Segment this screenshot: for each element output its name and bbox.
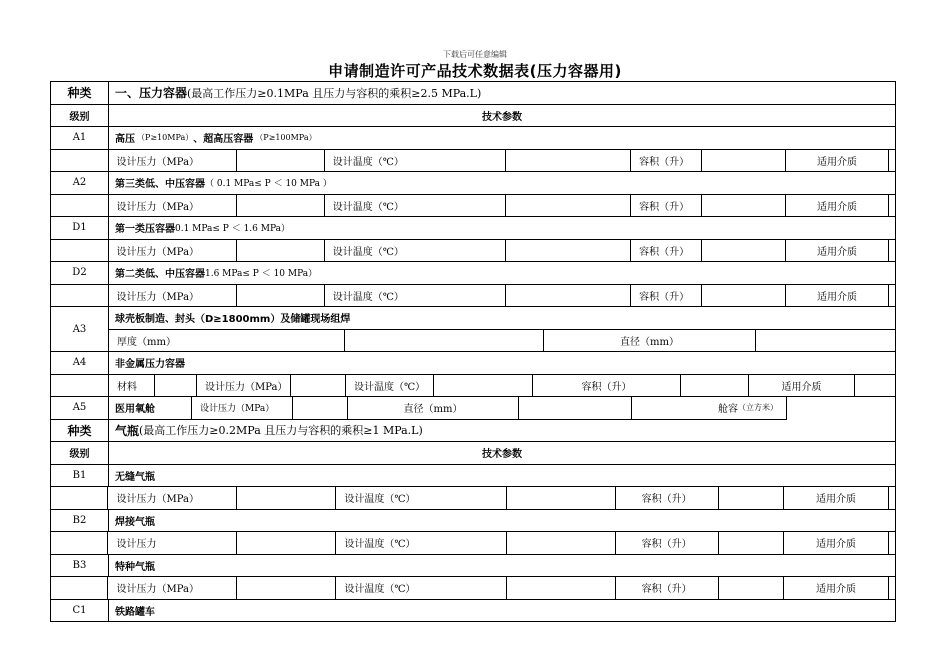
kind-note: (最高工作压力≥0.1MPa 且压力与容积的乘积≥2.5 MPa.L) xyxy=(187,86,482,100)
design-pressure-label: 设计压力（MPa） xyxy=(197,375,291,398)
d1-row xyxy=(51,217,896,240)
design-pressure-value[interactable] xyxy=(237,487,336,510)
medium-value[interactable] xyxy=(889,150,896,173)
section2-level-row xyxy=(51,442,896,465)
material-value[interactable] xyxy=(155,375,197,398)
design-pressure-value[interactable] xyxy=(237,285,324,308)
volume-value[interactable] xyxy=(719,532,784,555)
tech-data-table xyxy=(50,81,896,622)
medium-label: 适用介质 xyxy=(784,532,889,555)
blank-cell xyxy=(51,487,108,510)
volume-value[interactable] xyxy=(719,577,784,600)
design-pressure-value[interactable] xyxy=(237,532,336,555)
d1-name: 第一类压容器 xyxy=(115,224,175,236)
volume-value[interactable] xyxy=(702,195,786,218)
a3-right xyxy=(109,307,896,352)
medium-label: 适用介质 xyxy=(786,240,889,263)
level-title xyxy=(109,217,896,240)
blank-cell xyxy=(51,375,109,398)
design-temp-value[interactable] xyxy=(506,285,631,308)
design-temp-value[interactable] xyxy=(507,532,616,555)
a4-params-row xyxy=(51,375,896,398)
design-pressure-label: 设计压力（MPa） xyxy=(109,150,238,173)
a2-name: 第三类低、中压容器 xyxy=(115,179,205,191)
design-pressure-label: 设计压力（MPa） xyxy=(192,397,293,420)
a4-row xyxy=(51,352,896,375)
blank-cell xyxy=(51,240,109,263)
material-label: 材料 xyxy=(109,375,155,398)
design-pressure-value[interactable] xyxy=(237,195,324,218)
cabin-volume-text: 舱容 xyxy=(718,404,738,416)
volume-value[interactable] xyxy=(702,240,786,263)
level-title xyxy=(109,262,896,285)
d1-params-row xyxy=(51,240,896,263)
download-note: 下载后可任意编辑 xyxy=(443,50,507,59)
level-label: 级别 xyxy=(51,105,109,128)
blank-cell xyxy=(51,577,108,600)
diameter-value[interactable] xyxy=(519,397,632,420)
a1-sep: 、 xyxy=(193,134,204,146)
design-pressure-value[interactable] xyxy=(293,397,348,420)
medium-value[interactable] xyxy=(889,195,896,218)
d1-cond: 0.1 MPa≤ P ＜ 1.6 MPa） xyxy=(175,224,290,235)
level-title: 特种气瓶 xyxy=(109,555,896,578)
level-title: 医用氧舱 xyxy=(109,397,192,420)
level-code: A2 xyxy=(51,172,109,195)
volume-label: 容积（升） xyxy=(631,240,701,263)
a2-cond: （ 0.1 MPa≤ P ＜ 10 MPa ） xyxy=(205,179,332,190)
volume-value[interactable] xyxy=(702,150,786,173)
design-temp-value[interactable] xyxy=(434,375,533,398)
design-pressure-label: 设计压力（MPa） xyxy=(109,285,238,308)
a1-name2: 超高压容器 xyxy=(203,134,254,146)
b1-params-row xyxy=(51,487,896,510)
design-temp-label: 设计温度（℃） xyxy=(325,150,506,173)
level-title: 非金属压力容器 xyxy=(109,352,896,375)
blank-cell xyxy=(51,285,109,308)
medium-value[interactable] xyxy=(855,375,896,398)
medium-label: 适用介质 xyxy=(784,487,889,510)
tech-label: 技术参数 xyxy=(109,105,896,128)
a1-params-row xyxy=(51,150,896,173)
volume-label: 容积（升） xyxy=(631,150,701,173)
diameter-label: 直径（mm） xyxy=(348,397,519,420)
design-pressure-value[interactable] xyxy=(291,375,346,398)
design-pressure-value[interactable] xyxy=(237,240,324,263)
kind-note: (最高工作压力≥0.2MPa 且压力与容积的乘积≥1 MPa.L) xyxy=(139,424,423,438)
kind-label: 种类 xyxy=(51,82,109,105)
level-code: A3 xyxy=(51,307,109,352)
c1-row xyxy=(51,600,896,623)
level-label: 级别 xyxy=(51,442,109,465)
volume-label: 容积（升） xyxy=(533,375,681,398)
a2-params-row xyxy=(51,195,896,218)
volume-label: 容积（升） xyxy=(631,195,701,218)
blank-cell xyxy=(51,195,109,218)
level-title: 铁路罐车 xyxy=(109,600,896,623)
design-temp-value[interactable] xyxy=(507,487,616,510)
level-title: 焊接气瓶 xyxy=(109,510,896,533)
medium-label: 适用介质 xyxy=(786,285,889,308)
kind-label: 种类 xyxy=(51,420,109,443)
blank-cell xyxy=(51,532,108,555)
level-code: D1 xyxy=(51,217,109,240)
volume-label: 容积（升） xyxy=(616,532,719,555)
level-code: B1 xyxy=(51,465,109,488)
design-temp-label: 设计温度（℃） xyxy=(346,375,434,398)
volume-value[interactable] xyxy=(702,285,786,308)
medium-label: 适用介质 xyxy=(786,150,889,173)
design-pressure-value[interactable] xyxy=(237,150,324,173)
design-temp-label: 设计温度（℃） xyxy=(325,240,506,263)
level-title: 球壳板制造、封头（D≥1800mm）及储罐现场组焊 xyxy=(109,307,896,330)
level-code: B2 xyxy=(51,510,109,533)
medium-label: 适用介质 xyxy=(786,195,889,218)
kind-value: 气瓶 xyxy=(115,423,140,438)
design-temp-label: 设计温度（℃） xyxy=(336,487,506,510)
level-code: B3 xyxy=(51,555,109,578)
volume-label: 容积（升） xyxy=(631,285,701,308)
a1-row xyxy=(51,127,896,150)
diameter-value[interactable] xyxy=(756,330,896,353)
a5-row xyxy=(51,397,896,420)
volume-label: 容积（升） xyxy=(616,577,719,600)
section1-kind-row xyxy=(51,82,896,105)
d2-cond: 1.6 MPa≤ P ＜ 10 MPa） xyxy=(205,269,318,280)
volume-label: 容积（升） xyxy=(616,487,719,510)
page-title: 申请制造许可产品技术数据表(压力容器用) xyxy=(328,62,622,80)
d2-name: 第二类低、中压容器 xyxy=(115,269,205,281)
volume-value[interactable] xyxy=(681,375,749,398)
kind-value: 一、压力容器 xyxy=(115,86,188,101)
medium-value[interactable] xyxy=(889,487,896,510)
design-pressure-label: 设计压力（MPa） xyxy=(108,577,237,600)
a3-block xyxy=(51,307,896,352)
cabin-volume-value[interactable] xyxy=(787,397,896,420)
tech-label: 技术参数 xyxy=(109,442,896,465)
b2-row xyxy=(51,510,896,533)
b3-params-row xyxy=(51,577,896,600)
a3-params-row xyxy=(109,330,896,353)
d2-params-row xyxy=(51,285,896,308)
design-temp-label: 设计温度（℃） xyxy=(325,195,506,218)
design-temp-label: 设计温度（℃） xyxy=(325,285,506,308)
design-temp-value[interactable] xyxy=(507,577,616,600)
level-title xyxy=(109,172,896,195)
design-temp-label: 设计温度（℃） xyxy=(336,532,506,555)
level-code: C1 xyxy=(51,600,109,623)
cabin-volume-label xyxy=(632,397,787,420)
design-pressure-label: 设计压力（MPa） xyxy=(109,240,238,263)
a1-name1: 高压 xyxy=(115,134,135,146)
kind-cell xyxy=(109,420,896,443)
a1-cond1: （P≥10MPa） xyxy=(137,133,194,143)
design-temp-value[interactable] xyxy=(506,240,631,263)
level-title xyxy=(109,127,896,150)
volume-value[interactable] xyxy=(719,487,784,510)
medium-label: 适用介质 xyxy=(784,577,889,600)
thickness-value[interactable] xyxy=(345,330,544,353)
kind-cell xyxy=(109,82,896,105)
a2-row xyxy=(51,172,896,195)
level-code: A4 xyxy=(51,352,109,375)
design-pressure-value[interactable] xyxy=(237,577,336,600)
design-temp-value[interactable] xyxy=(506,195,631,218)
b1-row xyxy=(51,465,896,488)
level-code: A1 xyxy=(51,127,109,150)
blank-cell xyxy=(51,150,109,173)
level-code: A5 xyxy=(51,397,109,420)
level-code: D2 xyxy=(51,262,109,285)
design-temp-value[interactable] xyxy=(506,150,631,173)
a3-title-row xyxy=(109,307,896,330)
design-pressure-label: 设计压力 xyxy=(108,532,237,555)
b2-params-row xyxy=(51,532,896,555)
d2-row xyxy=(51,262,896,285)
medium-value[interactable] xyxy=(889,532,896,555)
cabin-volume-unit: （立方米） xyxy=(738,403,778,413)
diameter-label: 直径（mm） xyxy=(544,330,756,353)
section2-kind-row xyxy=(51,420,896,443)
medium-value[interactable] xyxy=(889,577,896,600)
thickness-label: 厚度（mm） xyxy=(109,330,345,353)
level-title: 无缝气瓶 xyxy=(109,465,896,488)
medium-value[interactable] xyxy=(889,240,896,263)
medium-value[interactable] xyxy=(889,285,896,308)
design-pressure-label: 设计压力（MPa） xyxy=(108,487,237,510)
a1-cond2: （P≥100MPa） xyxy=(255,133,317,143)
b3-row xyxy=(51,555,896,578)
section1-level-row xyxy=(51,105,896,128)
medium-label: 适用介质 xyxy=(749,375,855,398)
design-temp-label: 设计温度（℃） xyxy=(336,577,506,600)
design-pressure-label: 设计压力（MPa） xyxy=(109,195,238,218)
